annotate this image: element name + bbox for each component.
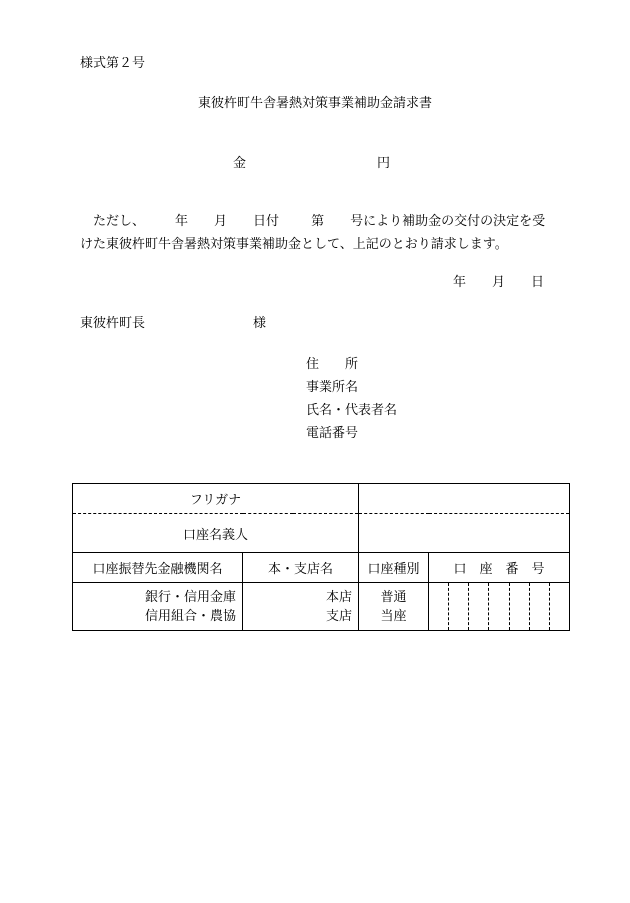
body-line-2: けた東彼杵町牛舎暑熱対策事業補助金として、上記のとおり請求します。: [80, 237, 508, 252]
body-tadashi: ただし、: [93, 214, 146, 229]
account-number-boxes: [429, 583, 569, 630]
body-line1-end: 号により補助金の交付の決定を受: [350, 214, 546, 229]
addressee-honorific: 様: [253, 316, 267, 331]
digit-box[interactable]: [488, 583, 508, 630]
institution-line1: 銀行・信用金庫: [144, 589, 236, 605]
type-cell[interactable]: [359, 583, 429, 631]
digit-box[interactable]: [529, 583, 549, 630]
furigana-field[interactable]: [359, 484, 570, 514]
addressee-name: 東彼杵町長: [80, 316, 146, 331]
body-tsuki: 月: [214, 214, 228, 229]
furigana-row: [73, 484, 570, 514]
document-title: 東彼杵町牛舎暑熱対策事業補助金請求書: [197, 96, 432, 111]
furigana-label: フリガナ: [73, 484, 359, 514]
applicant-phone-label: 電話番号: [306, 426, 359, 441]
institution-cell[interactable]: [73, 583, 243, 631]
digit-box[interactable]: [549, 583, 569, 630]
digit-box[interactable]: [468, 583, 488, 630]
branch-header: 本・支店名: [243, 553, 359, 583]
body-dai: 第: [311, 214, 325, 229]
submission-date: [453, 275, 544, 291]
institution-line2: 信用組合・農協: [144, 608, 236, 624]
type-header: 口座種別: [359, 553, 429, 583]
amount-yen-label: 円: [377, 156, 391, 171]
body-nen: 年: [175, 214, 189, 229]
holder-field[interactable]: [359, 514, 570, 553]
amount-kin-label: 金: [233, 156, 247, 171]
body-hizuke: 日付: [253, 214, 280, 229]
type-line2: 当座: [380, 608, 407, 624]
digit-box[interactable]: [429, 583, 448, 630]
bank-account-table: [72, 483, 570, 631]
branch-line1: 本店: [325, 589, 352, 605]
date-hi: 日: [531, 275, 545, 290]
applicant-address-label: [306, 357, 358, 373]
address-char-2: 所: [345, 357, 359, 372]
institution-header: 口座振替先金融機関名: [73, 553, 243, 583]
address-char-1: 住: [306, 357, 320, 372]
date-nen: 年: [453, 275, 467, 290]
input-row: [73, 583, 570, 631]
form-number: 様式第２号: [80, 56, 146, 71]
digit-box[interactable]: [509, 583, 529, 630]
body-line-1: [80, 214, 545, 230]
applicant-office-label: 事業所名: [306, 380, 359, 395]
account-number-cell[interactable]: [429, 583, 570, 631]
branch-cell[interactable]: [243, 583, 359, 631]
type-line1: 普通: [380, 589, 407, 605]
date-tsuki: 月: [492, 275, 506, 290]
applicant-name-label: 氏名・代表者名: [306, 403, 398, 418]
header-row: [73, 553, 570, 583]
branch-line2: 支店: [325, 608, 352, 624]
holder-row: [73, 514, 570, 553]
number-header: 口 座 番 号: [429, 553, 570, 583]
digit-box[interactable]: [448, 583, 468, 630]
holder-label: 口座名義人: [73, 514, 359, 553]
